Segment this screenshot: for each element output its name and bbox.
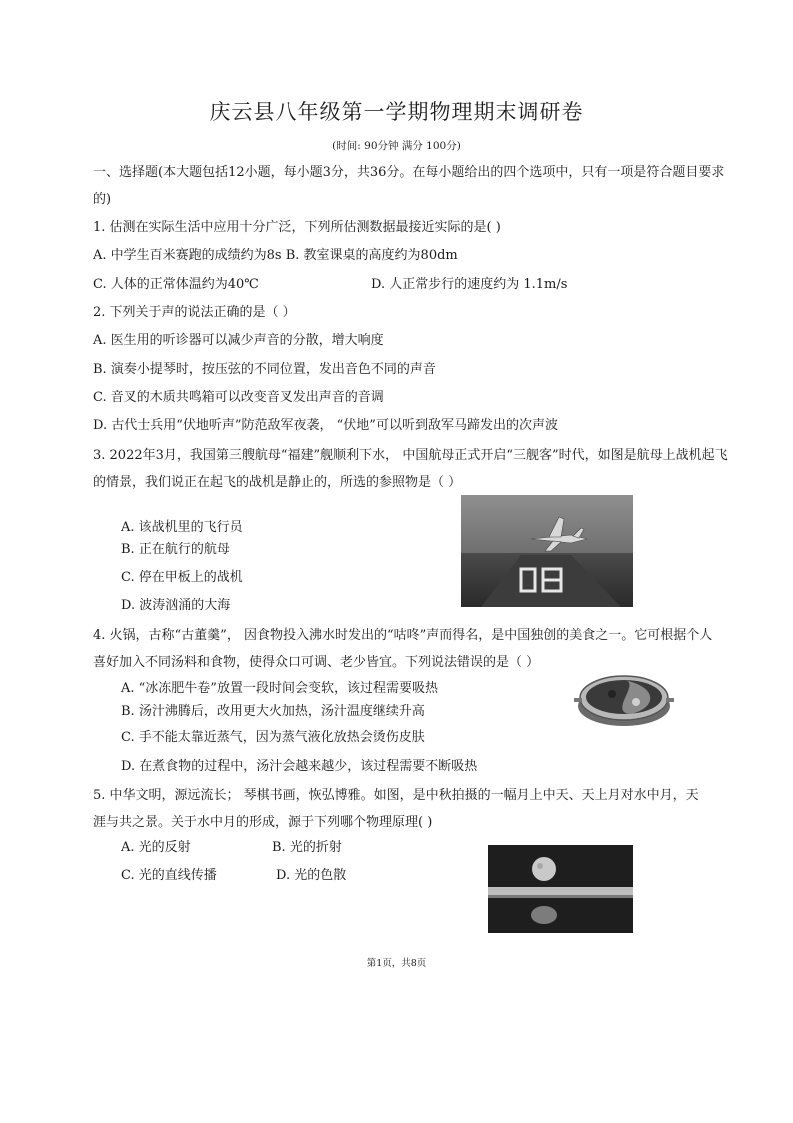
q5-option-c: C. 光的直线传播	[121, 868, 217, 883]
q4-hotpot-photo	[574, 668, 674, 730]
q3-option-d: D. 波涛汹涌的大海	[121, 598, 231, 613]
q5-option-a: A. 光的反射	[121, 840, 191, 855]
q1-options-ab: A. 中学生百米赛跑的成绩约为8s B. 教室课桌的高度约为80dm	[93, 248, 458, 263]
exam-subtitle: (时间: 90分钟 满分 100分)	[332, 140, 461, 152]
q4-stem-line1: 4. 火锅，古称“古董羹”， 因食物投入沸水时发出的“咕咚”声而得名，是中国独创的美食之一。它可根据个人	[93, 628, 713, 643]
q2-option-a: A. 医生用的听诊器可以减少声音的分散，增大响度	[93, 333, 384, 348]
q5-stem-line2: 涯与共之景。关于水中月的形成，源于下列哪个物理原理( )	[93, 815, 433, 830]
q2-option-b: B. 演奏小提琴时，按压弦的不同位置，发出音色不同的声音	[93, 362, 436, 377]
q5-stem-line1: 5. 中华文明，源远流长； 琴棋书画，恢弘博雅。如图，是中秋拍摄的一幅月上中天、天上月对水中月，天	[93, 788, 699, 803]
q3-carrier-jet-photo	[461, 495, 633, 607]
q4-option-a: A. “冰冻肥牛卷”放置一段时间会变软，该过程需要吸热	[121, 681, 438, 696]
section-instructions-line2: 的)	[93, 192, 112, 207]
q1-stem: 1. 估测在实际生活中应用十分广泛，下列所估测数据最接近实际的是( )	[93, 220, 501, 235]
q3-option-a: A. 该战机里的飞行员	[121, 520, 243, 535]
q2-stem: 2. 下列关于声的说法正确的是（ ）	[93, 305, 296, 320]
q1-option-d: D. 人正常步行的速度约为 1.1m/s	[371, 277, 568, 292]
q3-option-c: C. 停在甲板上的战机	[121, 570, 243, 585]
section-instructions-line1: 一、选择题(本大题包括12小题，每小题3分，共36分。在每小题给出的四个选项中，只有一项是符合题目要求	[93, 165, 725, 180]
q3-stem-line1: 3. 2022年3月，我国第三艘航母“福建”舰顺利下水， 中国航母正式开启“三舰客”时代，如图是航母上战机起飞	[93, 448, 728, 463]
q3-option-b: B. 正在航行的航母	[121, 542, 230, 557]
q4-option-b: B. 汤汁沸腾后，改用更大火加热，汤汁温度继续升高	[121, 704, 425, 719]
q4-option-d: D. 在煮食物的过程中，汤汁会越来越少，该过程需要不断吸热	[121, 759, 478, 774]
page-number: 第1页，共8页	[366, 958, 427, 969]
q2-option-c: C. 音叉的木质共鸣箱可以改变音叉发出声音的音调	[93, 390, 384, 405]
q5-option-b: B. 光的折射	[272, 840, 342, 855]
q3-stem-line2: 的情景，我们说正在起飞的战机是静止的，所选的参照物是（ ）	[93, 475, 462, 490]
exam-title: 庆云县八年级第一学期物理期末调研卷	[209, 100, 584, 124]
q5-option-d: D. 光的色散	[276, 868, 347, 883]
q4-option-c: C. 手不能太靠近蒸气，因为蒸气液化放热会烫伤皮肤	[121, 730, 425, 745]
q2-option-d: D. 古代士兵用“伏地听声”防范敌军夜袭， “伏地”可以听到敌军马蹄发出的次声波	[93, 418, 558, 433]
q5-moon-reflection-photo	[488, 845, 633, 933]
q1-option-c: C. 人体的正常体温约为40℃	[93, 277, 259, 292]
q4-stem-line2: 喜好加入不同汤料和食物，使得众口可调、老少皆宜。下列说法错误的是（ ）	[93, 655, 540, 670]
